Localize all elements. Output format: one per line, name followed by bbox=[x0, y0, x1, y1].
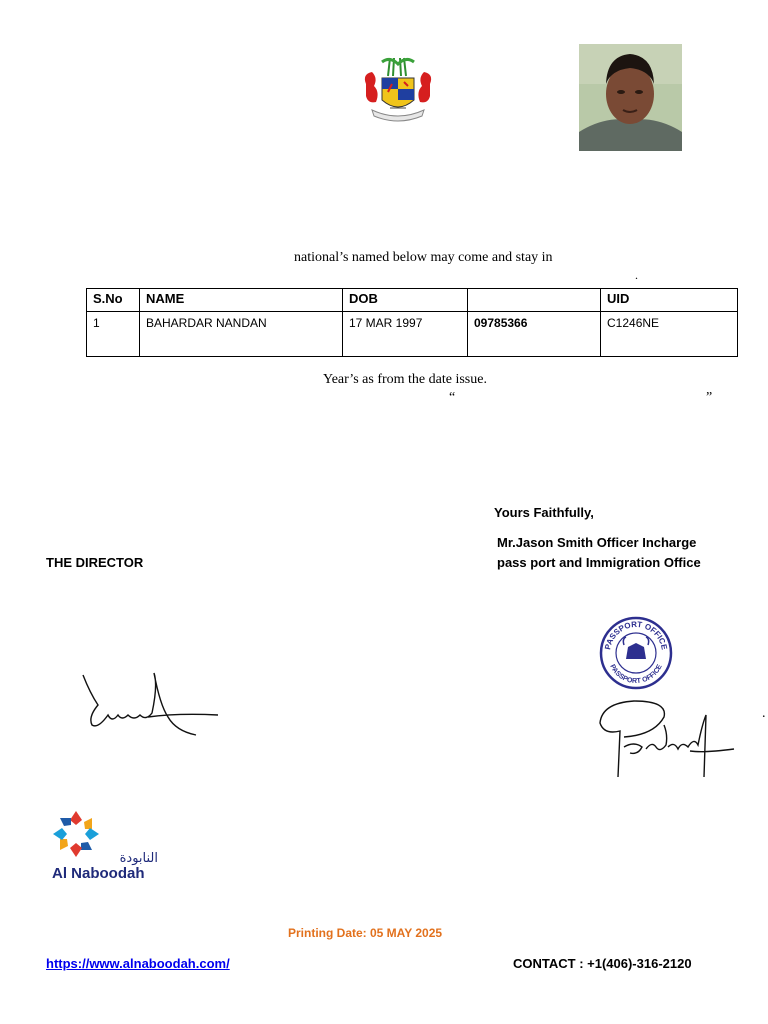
officer-signature bbox=[594, 695, 736, 785]
al-naboodah-logo bbox=[50, 808, 170, 883]
validity-text: Year’s as from the date issue. bbox=[323, 372, 487, 387]
svg-text:PASSPORT OFFICE: PASSPORT OFFICE bbox=[603, 619, 669, 651]
table-header-row bbox=[87, 289, 738, 312]
intro-text: national’s named below may come and stay in bbox=[294, 250, 553, 265]
officer-name: Mr.Jason Smith Officer Incharge bbox=[497, 535, 697, 550]
director-signature bbox=[78, 665, 223, 740]
col-dob: DOB bbox=[343, 289, 468, 312]
cell-uid: C1246NE bbox=[601, 312, 738, 357]
cell-passport-number: 09785366 bbox=[468, 312, 601, 357]
col-name: NAME bbox=[140, 289, 343, 312]
officer-office: pass port and Immigration Office bbox=[497, 555, 701, 570]
coat-of-arms-icon bbox=[360, 56, 436, 126]
close-quote: ” bbox=[706, 390, 713, 405]
open-quote: “ bbox=[449, 390, 456, 405]
contact-number: CONTACT : +1(406)-316-2120 bbox=[513, 956, 692, 971]
passport-office-stamp bbox=[598, 615, 674, 691]
trailing-dot-2: . bbox=[762, 706, 766, 721]
svg-text:النابودة: النابودة bbox=[119, 851, 158, 866]
trailing-dot: . bbox=[635, 268, 638, 282]
table-row bbox=[87, 312, 738, 357]
svg-text:Al Naboodah: Al Naboodah bbox=[52, 865, 145, 882]
svg-text:PASSPORT OFFICE: PASSPORT OFFICE bbox=[608, 663, 664, 686]
cell-sno: 1 bbox=[87, 312, 140, 357]
col-sno: S.No bbox=[87, 289, 140, 312]
website-link[interactable]: https://www.alnaboodah.com/ bbox=[46, 956, 230, 971]
col-passport bbox=[468, 289, 601, 312]
col-uid: UID bbox=[601, 289, 738, 312]
nationals-table bbox=[86, 288, 738, 357]
director-label: THE DIRECTOR bbox=[46, 555, 144, 570]
printing-date: Printing Date: 05 MAY 2025 bbox=[288, 926, 443, 940]
cell-dob: 17 MAR 1997 bbox=[343, 312, 468, 357]
closing-text: Yours Faithfully, bbox=[494, 505, 594, 520]
cell-name: BAHARDAR NANDAN bbox=[140, 312, 343, 357]
applicant-photo bbox=[579, 44, 682, 151]
